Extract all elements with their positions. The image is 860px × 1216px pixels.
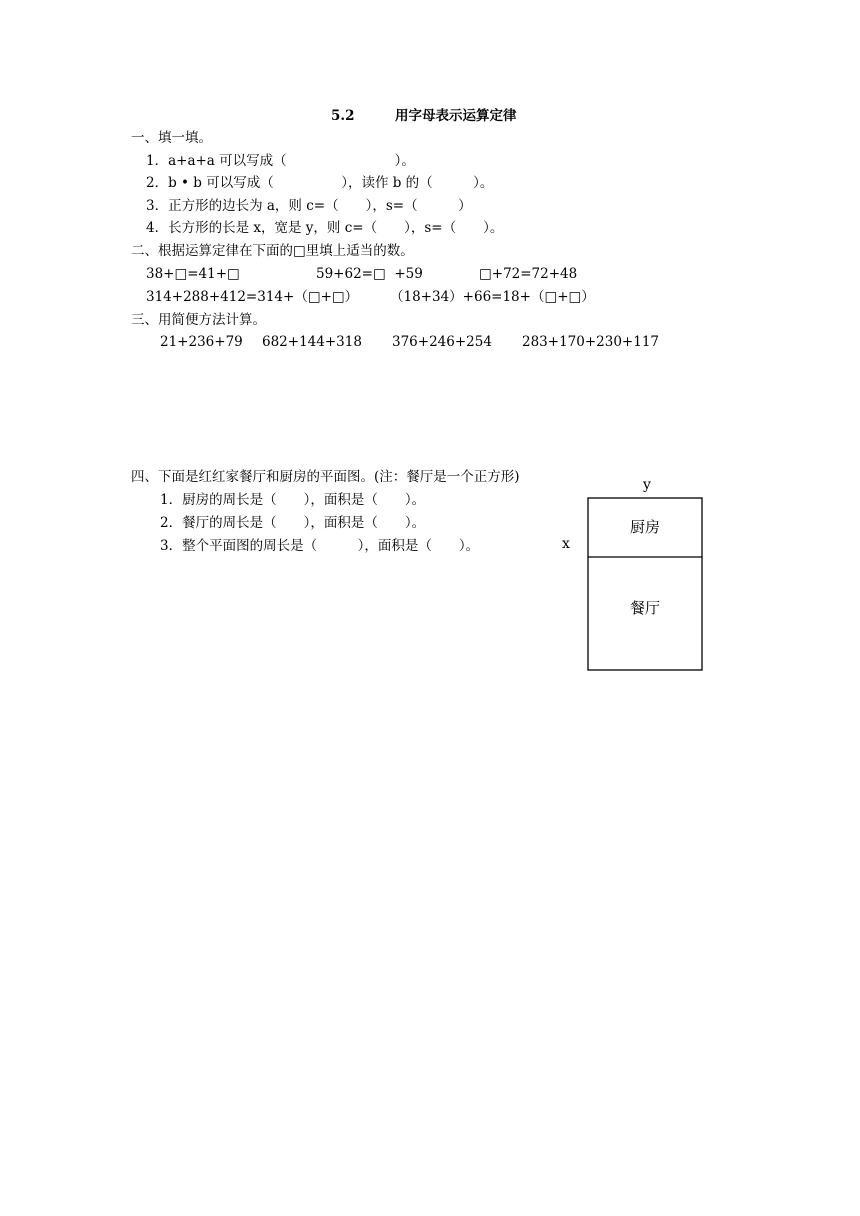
dining-room-label: 餐厅 (630, 599, 661, 617)
kitchen-label: 厨房 (630, 518, 661, 536)
section3-problem-3: 376+246+254 (392, 334, 492, 350)
section4-item-1: 1．厨房的周长是（ ），面积是（ ）。 (160, 492, 426, 508)
page-title: 5.2 用字母表示运算定律 (331, 108, 517, 124)
section2-equation-5: （18+34）+66=18+（□+□） (390, 289, 595, 305)
section4-item-2: 2．餐厅的周长是（ ），面积是（ ）。 (160, 515, 426, 531)
section4-heading: 四、下面是红红家餐厅和厨房的平面图。(注：餐厅是一个正方形) (131, 469, 520, 485)
section1-item-1: 1．a+a+a 可以写成（ ）。 (146, 153, 415, 169)
diagram-x-label: x (562, 536, 570, 552)
section3-problem-4: 283+170+230+117 (522, 334, 660, 350)
section2-equation-2: 59+62=□ +59 (316, 266, 423, 282)
section1-heading: 一、填一填。 (131, 130, 212, 146)
section2-heading: 二、根据运算定律在下面的□里填上适当的数。 (131, 243, 414, 259)
diagram-y-label: y (643, 477, 651, 493)
section3-problem-2: 682+144+318 (262, 334, 362, 350)
section2-equation-1: 38+□=41+□ (146, 266, 240, 282)
section3-problem-1: 21+236+79 (160, 334, 243, 350)
section3-heading: 三、用简便方法计算。 (131, 312, 266, 328)
section1-item-4: 4．长方形的长是 x，宽是 y，则 c=（ ），s=（ ）。 (146, 220, 504, 236)
section2-equation-3: □+72=72+48 (479, 266, 578, 282)
section1-item-2: 2．b • b 可以写成（ ），读作 b 的（ ）。 (146, 175, 494, 191)
section1-item-3: 3．正方形的边长为 a，则 c=（ ），s=（ ） (146, 198, 472, 214)
section2-equation-4: 314+288+412=314+（□+□） (146, 289, 359, 305)
section4-item-3: 3．整个平面图的周长是（ ），面积是（ ）。 (160, 538, 480, 554)
